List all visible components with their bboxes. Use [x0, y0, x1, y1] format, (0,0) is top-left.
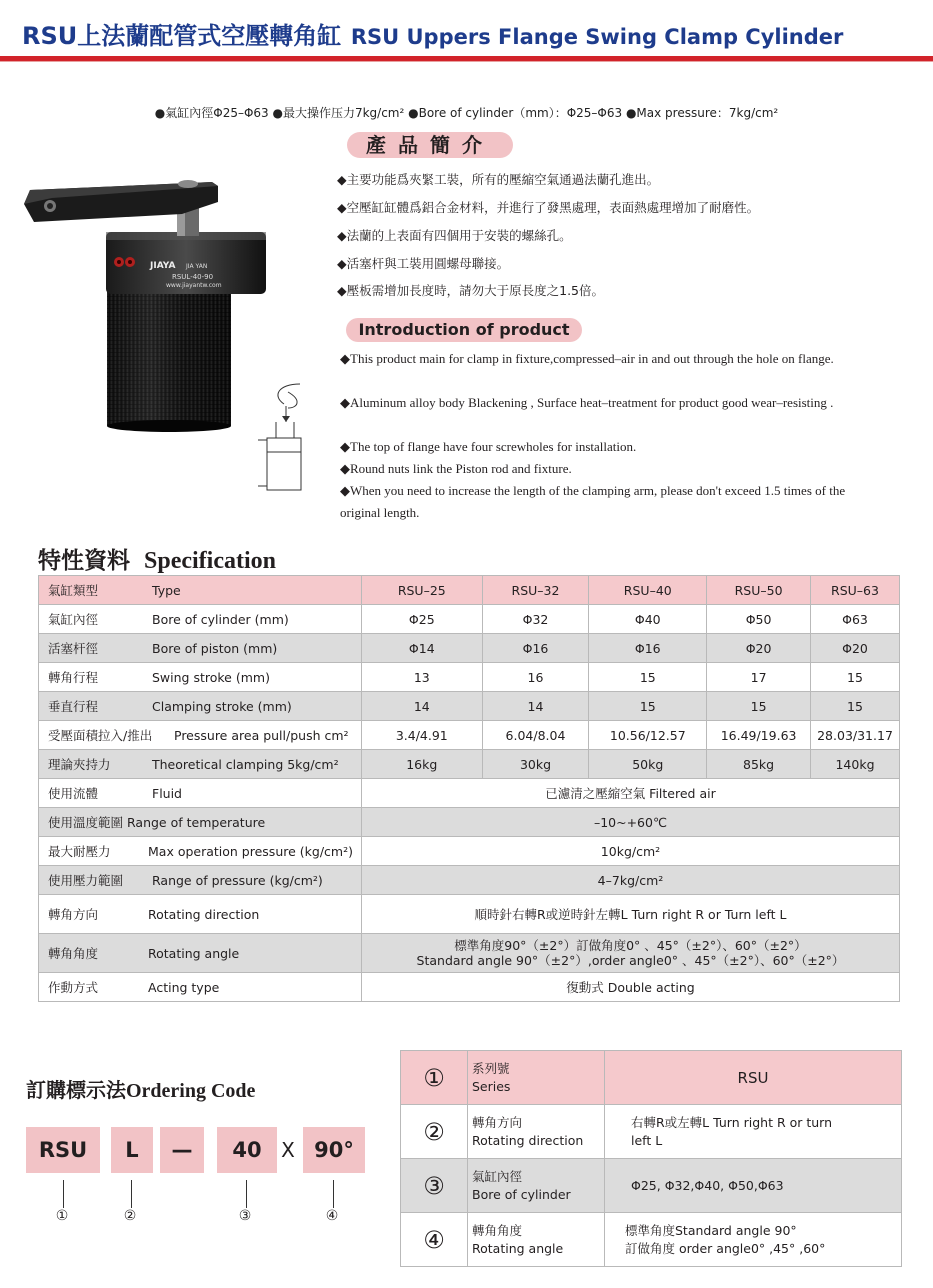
code-connector: [63, 1180, 64, 1208]
intro-en-bullet: ◆Aluminum alloy body Blackening , Surface heat–treatment for product good wear–resisting .: [340, 395, 834, 410]
product-photo: [22, 176, 272, 436]
model-column-header: RSU–25: [361, 576, 482, 605]
row-label: [39, 866, 362, 895]
page-title: [22, 16, 843, 51]
ordering-table: [400, 1050, 902, 1267]
code-marker: ②: [123, 1208, 137, 1224]
table-cell: 16.49/19.63: [707, 721, 811, 750]
row-label-en: Range of temperature: [127, 815, 266, 830]
table-cell: 30kg: [482, 750, 589, 779]
item-label: [468, 1105, 605, 1159]
ordering-heading-cn: 訂購標示法: [26, 1078, 126, 1102]
table-cell: 28.03/31.17: [811, 721, 900, 750]
table-cell: 順時針右轉R或逆時針左轉L Turn right R or Turn left L: [361, 895, 899, 934]
model-label: RSUL-40-90: [172, 273, 214, 281]
table-cell: 16: [482, 663, 589, 692]
table-cell: Φ16: [589, 634, 707, 663]
table-cell: 已濾清之壓縮空氣 Filtered air: [361, 779, 899, 808]
row-label: [39, 779, 362, 808]
item-label-en: Series: [472, 1078, 511, 1094]
spec-header-label: [39, 576, 362, 605]
table-cell: 15: [707, 692, 811, 721]
model-column-header: RSU–40: [589, 576, 707, 605]
item-label-cn: 轉角角度: [472, 1222, 523, 1238]
code-series-box: RSU: [26, 1127, 100, 1173]
table-cell: 13: [361, 663, 482, 692]
row-label: [39, 605, 362, 634]
spec-heading-en: Specification: [144, 548, 276, 574]
website-label: www.jiayantw.com: [166, 282, 222, 289]
summary-line: ●氣缸內徑Φ25–Φ63 ●最大操作压力7kg/cm² ●Bore of cylinder（mm）：Φ25–Φ63 ●Max pressure：7kg/cm²: [154, 106, 779, 120]
item-value-line: left L: [631, 1132, 663, 1148]
code-marker: ④: [325, 1208, 339, 1224]
item-value: Φ25, Φ32,Φ40, Φ50,Φ63: [605, 1159, 902, 1213]
item-label: [468, 1051, 605, 1105]
header-label-cn: 氣缸類型: [48, 583, 99, 598]
row-label-en: Rotating direction: [148, 907, 260, 922]
row-label-cn: 使用壓力範圍: [48, 873, 124, 888]
table-cell: 14: [361, 692, 482, 721]
row-label-cn: 垂直行程: [48, 699, 99, 714]
table-cell: 10kg/cm²: [361, 837, 899, 866]
row-label: [39, 634, 362, 663]
intro-en-bullet: ◆The top of flange have four screwholes for installation.: [340, 439, 637, 454]
item-value-line: 右轉R或左轉L Turn right R or turn: [631, 1114, 833, 1130]
table-cell: Φ20: [707, 634, 811, 663]
intro-en-bullet: ◆When you need to increase the length of the clamping arm, please don't exceed 1.5 times of the original length.: [340, 483, 846, 520]
model-column-header: RSU–50: [707, 576, 811, 605]
item-value: [605, 1213, 902, 1267]
table-cell: 85kg: [707, 750, 811, 779]
table-row: [39, 837, 900, 866]
title-en: RSU Uppers Flange Swing Clamp Cylinder: [350, 25, 844, 49]
pneumatic-symbol-diagram: [258, 382, 318, 494]
item-label-cn: 氣缸內徑: [472, 1168, 523, 1184]
table-cell: Φ20: [811, 634, 900, 663]
spec-heading-cn: 特性資料: [38, 547, 130, 574]
table-row: [39, 721, 900, 750]
table-cell: 15: [589, 663, 707, 692]
table-row: [39, 973, 900, 1002]
row-number: [401, 1213, 468, 1267]
item-label-en: Bore of cylinder: [472, 1186, 571, 1202]
row-label: [39, 895, 362, 934]
item-label: [468, 1213, 605, 1267]
code-separator: X: [281, 1138, 295, 1162]
rotating-angle-cn: 標準角度90°（±2°）訂做角度0° 、45°（±2°）、60°（±2°）: [454, 938, 807, 953]
row-label-cn: 使用流體: [48, 786, 99, 801]
table-row: [39, 779, 900, 808]
spec-table: [38, 575, 900, 1002]
table-row: [401, 1213, 902, 1267]
table-cell: Φ14: [361, 634, 482, 663]
row-label: [39, 973, 362, 1002]
header-divider-shadow: [0, 61, 933, 62]
intro-en-bullet: ◆Round nuts link the Piston rod and fixture.: [340, 461, 572, 476]
table-cell: 15: [811, 692, 900, 721]
row-label-en: Rotating angle: [148, 946, 240, 961]
row-label-en: Max operation pressure (kg/cm²): [148, 844, 353, 859]
ordering-heading: [26, 1074, 255, 1103]
row-label-en: Bore of cylinder (mm): [152, 612, 289, 627]
code-angle-box: 90°: [303, 1127, 365, 1173]
table-cell: 6.04/8.04: [482, 721, 589, 750]
row-label-cn: 轉角方向: [48, 907, 99, 922]
header-label-en: Type: [152, 583, 181, 598]
item-label: [468, 1159, 605, 1213]
table-row: [39, 634, 900, 663]
row-label-cn: 氣缸內徑: [48, 612, 99, 627]
table-row: [39, 866, 900, 895]
brand-sub-label: JIA YAN: [186, 263, 208, 270]
intro-cn-bullet: ◆主要功能爲夾緊工裝，所有的壓縮空氣通過法蘭孔進出。: [337, 172, 660, 187]
row-label-en: Clamping stroke (mm): [152, 699, 292, 714]
row-number-marker: ①: [423, 1063, 445, 1092]
intro-cn-heading: 產品簡介: [347, 132, 513, 158]
row-label-cn: 使用溫度範圍: [48, 815, 124, 830]
row-label-en: Theoretical clamping 5kg/cm²: [152, 757, 339, 772]
row-number-marker: ②: [423, 1117, 445, 1146]
code-direction-box: L: [111, 1127, 153, 1173]
intro-cn-bullet: ◆活塞杆與工裝用圓螺母聯接。: [337, 256, 510, 271]
row-label-cn: 轉角行程: [48, 670, 99, 685]
item-value-line: 標準角度Standard angle 90°: [625, 1222, 797, 1238]
item-value: RSU: [605, 1051, 902, 1105]
table-cell: 4–7kg/cm²: [361, 866, 899, 895]
table-cell: 復動式 Double acting: [361, 973, 899, 1002]
row-label-en: Fluid: [152, 786, 182, 801]
table-row: [39, 663, 900, 692]
code-connector: [131, 1180, 132, 1208]
row-label: [39, 663, 362, 692]
item-value: [605, 1105, 902, 1159]
table-cell: 15: [589, 692, 707, 721]
row-label-cn: 理論夾持力: [48, 757, 111, 772]
table-cell: Φ16: [482, 634, 589, 663]
spec-header-row: [39, 576, 900, 605]
row-label-cn: 作動方式: [48, 980, 99, 995]
table-cell: Φ25: [361, 605, 482, 634]
table-cell: Φ40: [589, 605, 707, 634]
row-label-cn: 活塞杆徑: [48, 641, 99, 656]
table-row: [39, 895, 900, 934]
item-value-line: 訂做角度 order angle0° ,45° ,60°: [625, 1240, 826, 1256]
table-row: [401, 1051, 902, 1105]
row-label-en: Swing stroke (mm): [152, 670, 270, 685]
table-cell: Φ32: [482, 605, 589, 634]
row-label: [39, 808, 362, 837]
table-cell: 3.4/4.91: [361, 721, 482, 750]
table-cell: Φ63: [811, 605, 900, 634]
row-number-marker: ③: [423, 1171, 445, 1200]
title-cn: RSU上法蘭配管式空壓轉角缸: [22, 22, 342, 50]
table-row: [401, 1105, 902, 1159]
code-connector: [333, 1180, 334, 1208]
table-cell: Φ50: [707, 605, 811, 634]
row-label-en: Range of pressure (kg/cm²): [152, 873, 323, 888]
table-row: [39, 750, 900, 779]
item-label-cn: 轉角方向: [472, 1114, 523, 1130]
intro-en-heading: Introduction of product: [346, 318, 582, 342]
code-marker: ①: [55, 1208, 69, 1224]
intro-cn-bullet: ◆壓板需增加長度時，請勿大于原長度之1.5倍。: [337, 283, 604, 298]
row-label-en: Acting type: [148, 980, 220, 995]
rotating-angle-en: Standard angle 90°（±2°）,order angle0° 、45°（±2°）、60°（±2°）: [416, 953, 845, 968]
row-label: [39, 837, 362, 866]
spec-heading: [38, 542, 276, 575]
table-row: [401, 1159, 902, 1213]
code-bore-box: 40: [217, 1127, 277, 1173]
intro-cn-bullet: ◆法蘭的上表面有四個用于安裝的螺絲孔。: [337, 228, 572, 243]
row-label-en: Pressure area pull/push cm²: [174, 728, 349, 743]
ordering-heading-en: Ordering Code: [126, 1080, 256, 1102]
row-number-marker: ④: [423, 1225, 445, 1254]
table-cell: –10~+60℃: [361, 808, 899, 837]
table-cell: [361, 934, 899, 973]
table-row: [39, 692, 900, 721]
code-marker: ③: [238, 1208, 252, 1224]
table-cell: 15: [811, 663, 900, 692]
item-label-cn: 系列號: [472, 1060, 510, 1076]
table-row: [39, 605, 900, 634]
table-cell: 140kg: [811, 750, 900, 779]
table-cell: 17: [707, 663, 811, 692]
table-row: [39, 934, 900, 973]
row-number: [401, 1105, 468, 1159]
row-label: [39, 721, 362, 750]
code-connector: [246, 1180, 247, 1208]
brand-label: JIAYA: [150, 261, 176, 271]
row-label: [39, 692, 362, 721]
row-number: [401, 1051, 468, 1105]
intro-en-bullet: ◆This product main for clamp in fixture,compressed–air in and out through the hole on flange.: [340, 351, 834, 366]
row-label-cn: 轉角角度: [48, 946, 99, 961]
item-label-en: Rotating direction: [472, 1132, 584, 1148]
intro-cn-bullet: ◆空壓缸缸體爲鋁合金材料，并進行了發黑處理，表面熱處理增加了耐磨性。: [337, 200, 760, 215]
row-label-cn: 最大耐壓力: [48, 844, 111, 859]
row-label-en: Bore of piston (mm): [152, 641, 278, 656]
row-number: [401, 1159, 468, 1213]
item-label-en: Rotating angle: [472, 1240, 564, 1256]
row-label: [39, 934, 362, 973]
table-row: [39, 808, 900, 837]
table-cell: 10.56/12.57: [589, 721, 707, 750]
table-cell: 16kg: [361, 750, 482, 779]
model-column-header: RSU–32: [482, 576, 589, 605]
row-label: [39, 750, 362, 779]
row-label-cn: 受壓面積拉入/推出: [48, 728, 153, 743]
table-cell: 14: [482, 692, 589, 721]
model-column-header: RSU–63: [811, 576, 900, 605]
code-dash-box: —: [160, 1127, 204, 1173]
table-cell: 50kg: [589, 750, 707, 779]
